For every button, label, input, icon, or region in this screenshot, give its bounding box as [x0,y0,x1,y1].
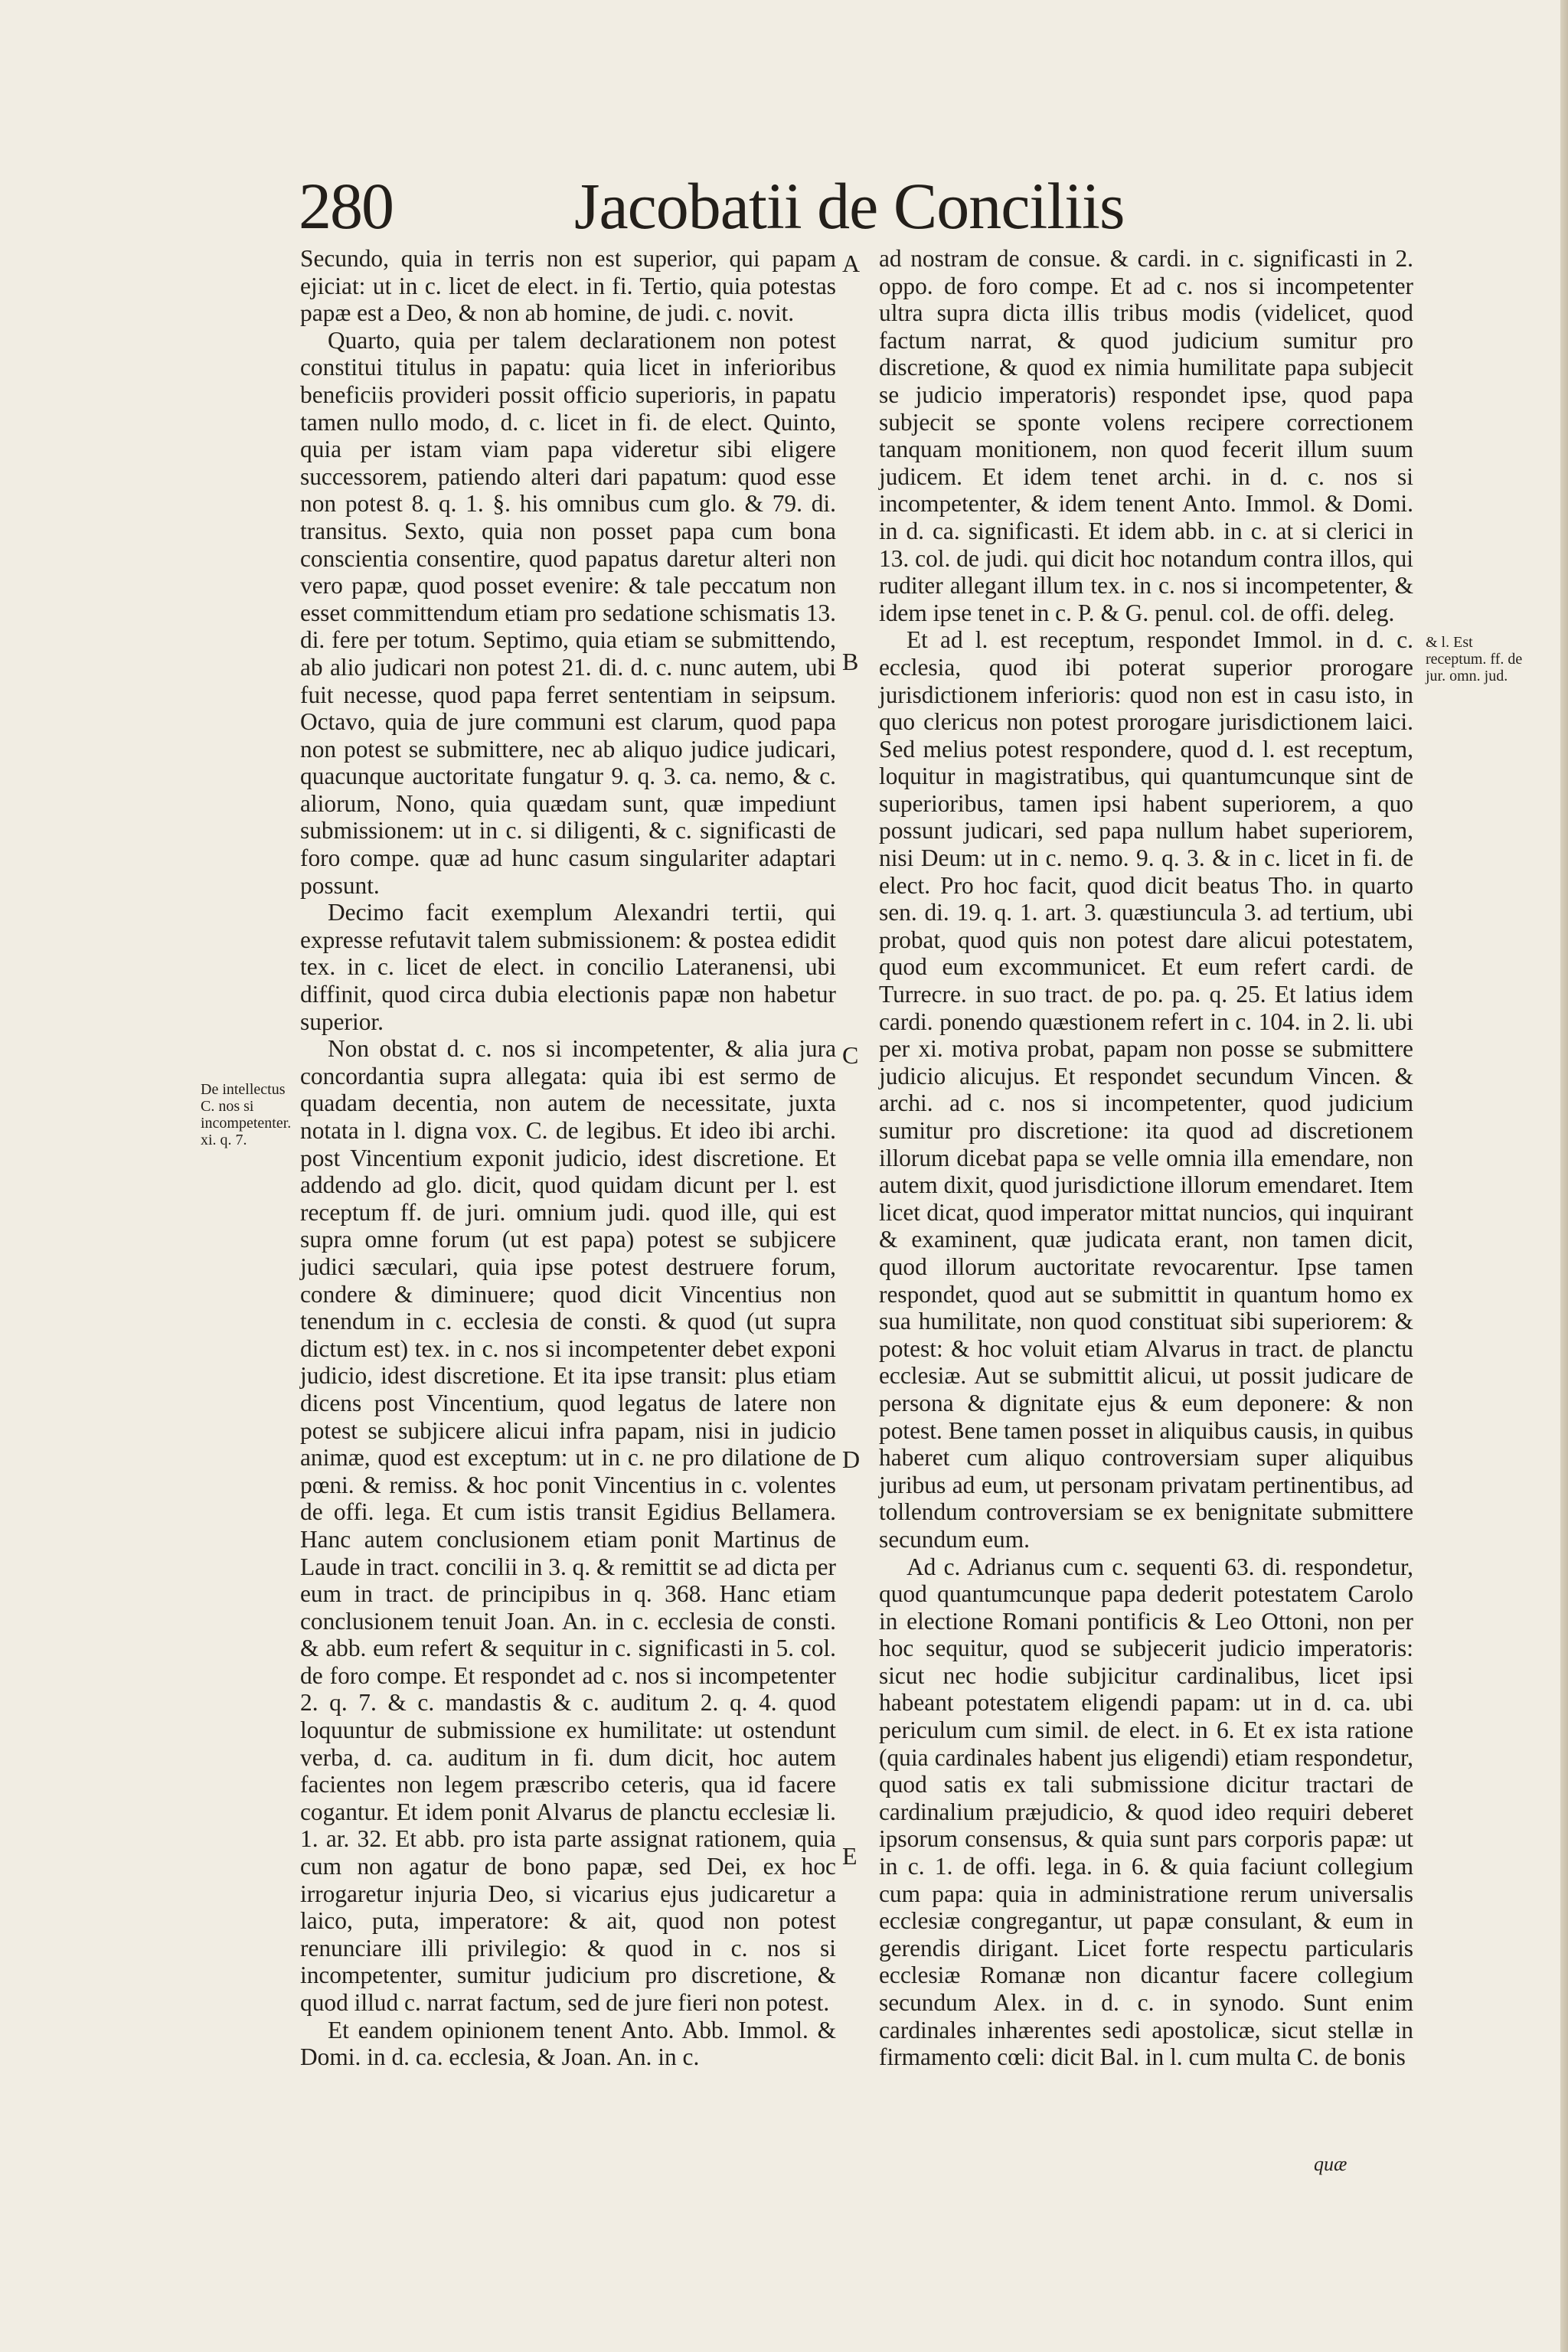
section-marker-d: D [842,1446,861,1473]
left-paragraph: Non obstat d. c. nos si incompetenter, & alia jura concordantia supra allegata: quia ibi est sermo de quadam decentia, non autem de necessitate, juxta notata in l. digna vox. C. de legibus. Et ideo ibi archi. post Vincentium exponit judicio, idest discretione. Et addendo ad glo. dicit, quod quidam dicunt per l. est receptum ff. de juri. omnium judi. quod ille, qui est supra omne forum (ut est papa) potest se subjicere judici sæculari, quia ipse potest destruere forum, condere & diminuere; quod dicit Vincentius non tenendum in c. ecclesia de consti. & quod (ut supra dictum est) tex. in c. nos si incompetenter debet exponi judicio, idest discretione. Et ita ipse transit: plus etiam dicens post Vincentium, quod legatus de latere non potest se subjicere alicui infra papam, nisi in judicio animæ, quod est exceptum: ut in c. ne pro dilatione de pœni. & remiss. & hoc ponit Vincentius in c. volentes de offi. lega. Et cum istis transit Egidius Bellamera. Hanc autem conclusionem etiam ponit Martinus de Laude in tract. concilii in 3. q. & remittit se ad dicta per eum in tract. de principibus in q. 368. Hanc etiam conclusionem tenuit Joan. An. in c. ecclesia de consti. & abb. eum refert & sequitur in c. significasti in 5. col. de foro compe. Et respondet ad c. nos si incompetenter 2. q. 7. & c. mandastis & c. auditum 2. q. 4. quod loquuntur de submissione ex humilitate: ut ostendunt verba, d. ca. auditum in fi. dum dicit, hoc autem facientes non legem præscribo ceteris, qua id facere cogantur. Et idem ponit Alvarus de planctu ecclesiæ li. 1. ar. 32. Et abb. pro ista parte assignat rationem, quia cum non agatur de bono papæ, sed Dei, ex hoc irrogaretur injuria Deo, si vicarius ejus judicaretur a laico, puta, imperatore: & ait, quod non potest renunciare illi privilegio: & quod in c. nos si incompetenter, sumitur judicium pro discretione, & quod illud c. narrat factum, sed de jure fieri non potest. [300,1035,836,2016]
section-marker-e: E [842,1842,858,1870]
page-edge [1560,0,1568,2352]
page-number: 280 [299,169,393,243]
left-paragraph: Decimo facit exemplum Alexandri tertii, qui expresse refutavit talem submissionem: & postea edidit tex. in c. licet de elect. in concilio Lateranensi, ubi diffinit, quod circa dubia electionis papæ non habetur superior. [300,899,836,1035]
left-paragraph: Et eandem opinionem tenent Anto. Abb. Immol. & Domi. in d. ca. ecclesia, & Joan. An. in c. [300,2016,836,2071]
left-column [300,245,836,2071]
marginal-note-left: De intellectus C. nos si incompetenter. xi. q. 7. [201,1081,292,1148]
marginal-note-right: & l. Est receptum. ff. de jur. omn. jud. [1426,634,1523,684]
right-paragraph: ad nostram de consue. & cardi. in c. significasti in 2. oppo. de foro compe. Et ad c. nos si incompetenter ultra supra dicta illis tribus modis (videlicet, quod factum narrat, & quod judicium sumitur pro discretione, & quod ex nimia humilitate papa subjecit se judicio imperatoris) respondet ipse, quod papa subjecit se sponte volens recipere correctionem tanquam monitionem, non quod fecerit illum suum judicem. Et idem tenet archi. in d. c. nos si incompetenter, & idem tenent Anto. Immol. & Domi. in d. ca. significasti. Et idem abb. in c. at si clerici in 13. col. de judi. qui dicit hoc notandum contra illos, qui ruditer allegant illum tex. in c. nos si incompetenter, & idem ipse tenet in c. P. & G. penul. col. de offi. deleg. [879,245,1413,626]
left-paragraph: Secundo, quia in terris non est superior, qui papam ejiciat: ut in c. licet de elect. in fi. Tertio, quia potestas papæ est a Deo, & non ab homine, de judi. c. novit. [300,245,836,327]
right-column [879,245,1413,2071]
section-marker-b: B [842,648,859,675]
catchword: quæ [1314,2153,1348,2175]
right-paragraph: Et ad l. est receptum, respondet Immol. in d. c. ecclesia, quod ibi poterat superior prorogare jurisdictionem inferioris: quod non est in casu isto, in quo clericus non potest prorogare jurisdictionem laici. Sed melius potest respondere, quod d. l. est receptum, loquitur in magistratibus, qui quantumcunque sint de superioribus, tamen ipsi habent superiorem, a quo possunt judicari, sed papa nullum habet superiorem, nisi Deum: ut in c. nemo. 9. q. 3. & in c. licet in fi. de elect. Pro hoc facit, quod dicit beatus Tho. in quarto sen. di. 19. q. 1. art. 3. quæstiuncula 3. ad tertium, ubi probat, quod quis non potest dare alicui potestatem, quod eum excommunicet. Et eum refert cardi. de Turrecre. in suo tract. de po. pa. q. 25. Et latius idem cardi. ponendo quæstionem refert in c. 104. in 2. li. ubi per xi. motiva probat, papam non posse se submittere judicio alicujus. Et respondet secundum Vincen. & archi. ad c. nos si incompetenter, quod judicium sumitur pro discretione: ita quod ad discretionem illorum dicebat papa se velle omnia illa emendare, non autem dixit, quod jurisdictione illorum emendaret. Item licet dicat, quod imperator mittat nuncios, qui inquirant & examinent, quæ judicata erant, non tamen dicit, quod illorum auctoritate revocarentur. Ipse tamen respondet, quod aut se submittit in quantum homo ex sua humilitate, non quod constituat sibi superiorem: & potest: & hoc voluit etiam Alvarus in tract. de planctu ecclesiæ. Aut se submittit alicui, ut possit judicare de persona & dignitate ejus & eum deponere: & non potest. Bene tamen posset in aliquibus causis, in quibus haberet cum aliquo controversiam super aliquibus juribus ad eum, ut personam privatam pertinentibus, ad tollendum controversiam se ex benignitate submittere secundum eum. [879,626,1413,1553]
left-paragraph: Quarto, quia per talem declarationem non potest constitui titulus in papatu: quia licet in inferioribus beneficiis provideri possit officio superioris, in papatu tamen nullo modo, d. c. licet in fi. de elect. Quinto, quia per istam viam papa videretur sibi eligere successorem, patiendo alteri dari papatum: quod esse non potest 8. q. 1. §. his omnibus cum glo. & 79. di. transitus. Sexto, quia non posset papa cum bona conscientia consentire, quod papatus daretur alteri non vero papæ, quod posset evenire: & tale peccatum non esset committendum etiam pro sedatione schismatis 13. di. fere per totum. Septimo, quia etiam se submittendo, ab alio judicari non potest 21. di. d. c. nunc autem, ubi fuit necesse, quod papa ferret sententiam in seipsum. Octavo, quia de jure communi est clarum, quod papa non potest se submittere, nec ab aliquo judice judicari, quacunque auctoritate fungatur 9. q. 3. ca. nemo, & c. aliorum, Nono, quia quædam sunt, quæ impediunt submissionem: ut in c. si diligenti, & c. significasti de foro compe. quæ ad hunc casum singulariter adaptari possunt. [300,326,836,899]
section-marker-a: A [842,250,861,277]
running-title: Jacobatii de Conciliis [574,169,1125,243]
right-paragraph: Ad c. Adrianus cum c. sequenti 63. di. respondetur, quod quantumcunque papa dederit potestatem Carolo in electione Romani pontificis & Leo Ottoni, non per hoc sequitur, quod se subjecerit judicio imperatoris: sicut nec hodie subjicitur cardinalibus, licet ipsi habeant potestatem eligendi papam: ut in d. ca. ubi periculum cum simil. de elect. in 6. Et ex ista ratione (quia cardinales habent jus eligendi) etiam respondetur, quod satis ex tali submissione dicitur tractari de cardinalium præjudicio, & quod ideo requiri deberet ipsorum consensus, & quia sunt pars corporis papæ: ut in c. 1. de offi. lega. in 6. & quia faciunt collegium cum papa: quia in administratione rerum universalis ecclesiæ congregantur, ut papæ consulant, & eum in gerendis dirigant. Licet forte respectu particularis ecclesiæ Romanæ non dicantur facere collegium secundum Alex. in d. c. in synodo. Sunt enim cardinales inhærentes sedi apostolicæ, sicut stellæ in firmamento cœli: dicit Bal. in l. cum multa C. de bonis [879,1553,1413,2071]
section-marker-c: C [842,1041,859,1069]
